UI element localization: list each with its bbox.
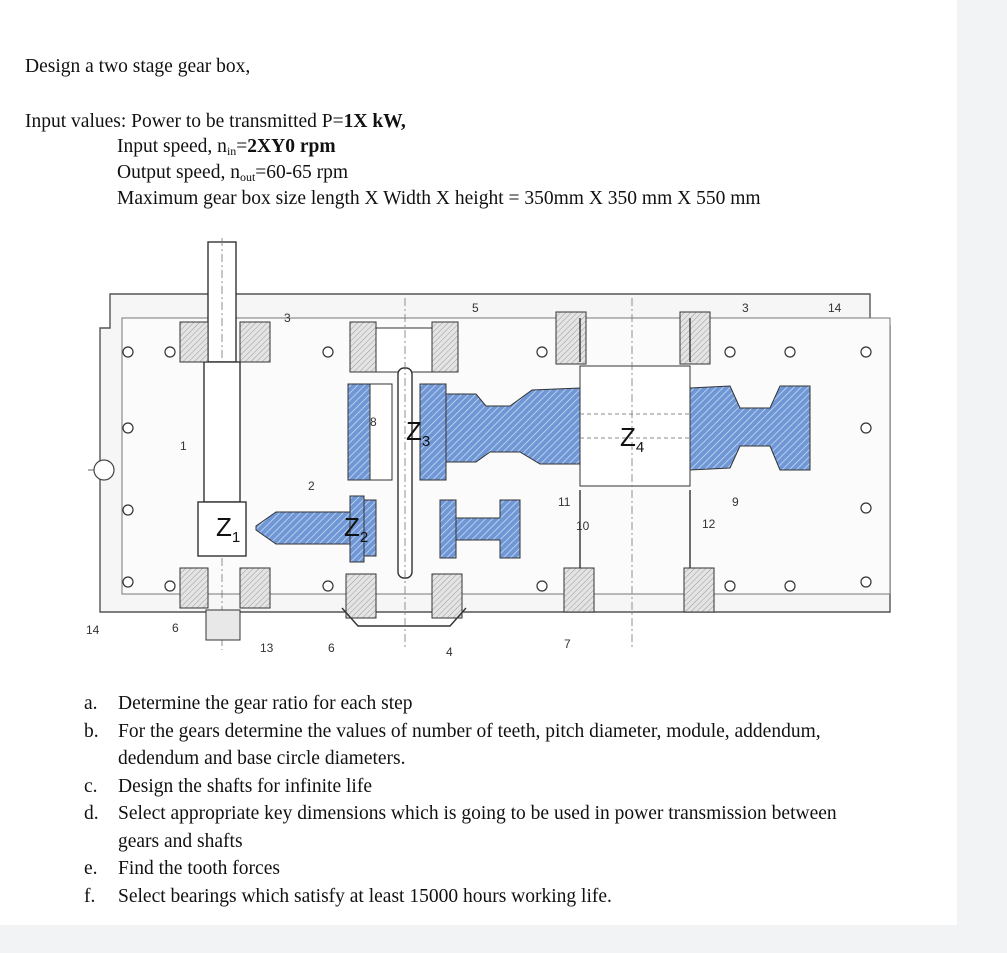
problem-heading: Design a two stage gear box, — [25, 56, 251, 77]
task-item: d. Select appropriate key dimensions which is going to be used in power transmission between gears and shafts — [84, 803, 837, 852]
power-line — [25, 111, 406, 133]
output-speed-prefix: Output speed, n — [117, 162, 240, 183]
power-prefix: Input values: Power to be transmitted P= — [25, 111, 344, 132]
task-list — [84, 690, 878, 910]
svg-text:2: 2 — [308, 479, 315, 493]
input-speed-value: 2XY0 rpm — [247, 136, 336, 157]
svg-text:12: 12 — [702, 517, 716, 531]
svg-text:13: 13 — [260, 641, 274, 655]
svg-text:6: 6 — [172, 621, 179, 635]
svg-text:9: 9 — [732, 495, 739, 509]
svg-text:14: 14 — [86, 623, 100, 637]
output-speed-value: =60-65 rpm — [255, 162, 349, 183]
max-size-line: Maximum gear box size length X Width X height = 350mm X 350 mm X 550 mm — [117, 188, 761, 209]
task-item: c. Design the shafts for infinite life — [84, 775, 372, 797]
gearbox-drawing — [80, 238, 900, 662]
z3-label: $Z_3$ — [406, 416, 431, 450]
gear-z3-left — [348, 384, 370, 480]
svg-text:10: 10 — [576, 519, 590, 533]
svg-text:5: 5 — [472, 301, 479, 315]
task-item: e. Find the tooth forces — [84, 858, 280, 879]
svg-text:14: 14 — [828, 301, 842, 315]
viewer-background — [957, 0, 1007, 953]
input-shaft — [204, 362, 240, 502]
task-item: a. Determine the gear ratio for each step — [84, 693, 413, 714]
svg-text:3: 3 — [284, 311, 291, 325]
input-speed-line — [117, 136, 336, 158]
z2-label: $Z_2$ — [344, 512, 369, 546]
svg-text:8: 8 — [370, 415, 377, 429]
output-speed-sub: out — [239, 170, 256, 184]
svg-text:1: 1 — [180, 439, 187, 453]
svg-text:7: 7 — [564, 637, 571, 651]
input-speed-sub: in — [226, 144, 237, 158]
task-item: b. For the gears determine the values of number of teeth, pitch diameter, module, addendum, dedendum and base circle diameters. — [84, 720, 821, 769]
input-speed-prefix: Input speed, n — [117, 136, 227, 157]
svg-text:3: 3 — [742, 301, 749, 315]
shaft-end-circle — [94, 460, 114, 480]
output-speed-line — [117, 162, 348, 184]
svg-text:6: 6 — [328, 641, 335, 655]
z4-label: $Z_4$ — [620, 422, 645, 456]
power-value: 1X kW, — [343, 111, 406, 132]
z1-label: $Z_1$ — [216, 512, 241, 546]
svg-text:11: 11 — [558, 495, 571, 509]
gear-z3-right — [420, 384, 446, 480]
svg-text:4: 4 — [446, 645, 453, 659]
task-item: f. Select bearings which satisfy at least 15000 hours working life. — [84, 885, 612, 907]
input-speed-eq: = — [236, 136, 248, 157]
